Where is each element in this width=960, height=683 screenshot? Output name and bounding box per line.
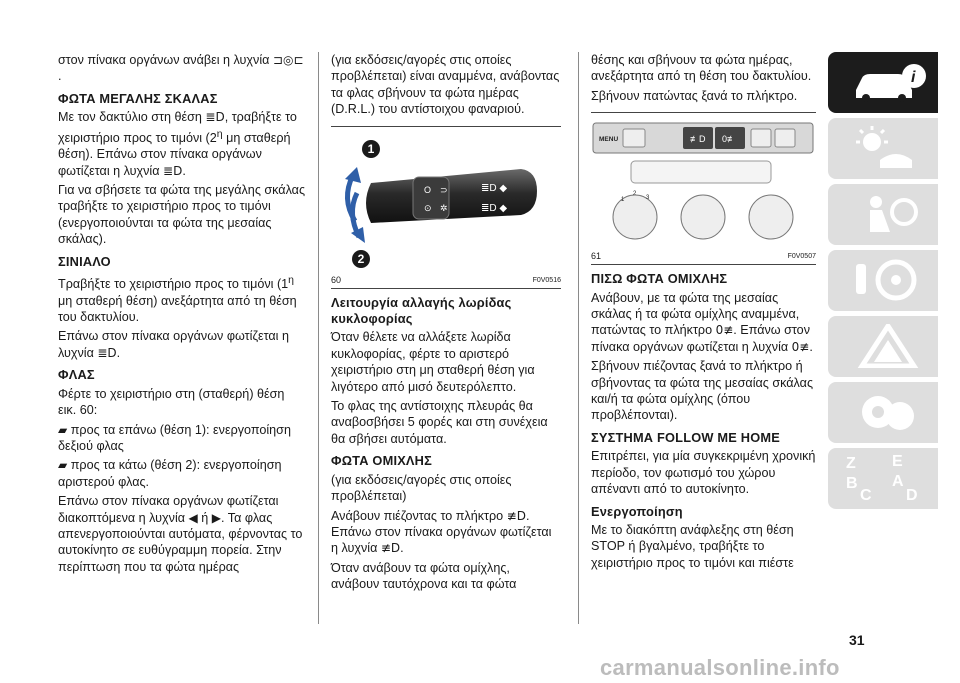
- fog-lights-paragraph-3: Όταν ανάβουν τα φώτα ομίχλης, ανάβουν ταυτόχρονα και τα φώτα: [331, 560, 517, 592]
- ring-off-symbol: O: [424, 184, 432, 195]
- arrow-up-head: [345, 167, 361, 183]
- svg-text:i: i: [911, 69, 916, 86]
- rear-fog-heading: ΠΙΣΩ ΦΩΤΑ ΟΜΙΧΛΗΣ: [591, 271, 728, 287]
- indicator-paragraph-2: ▰ προς τα επάνω (θέση 1): ενεργοποίηση δεξιού φλας: [58, 422, 291, 453]
- lane-change-heading: Λειτουργία αλλαγής λωρίδας κυκλοφορίας: [331, 294, 512, 327]
- intro-paragraph: στον πίνακα οργάνων ανάβει η λυχνία ⊐◎⊏.: [58, 53, 304, 84]
- indicator-paragraph-3: ▰ προς τα κάτω (θέση 2): ενεργοποίηση αριστερού φλας.: [58, 458, 282, 489]
- index-letter-e: E: [892, 453, 903, 470]
- activation-paragraph: Με το διακόπτη ανάφλεξης στη θέση STOP ή βγαλμένο, τραβήξτε το χειριστήριο προς το τιμόνι και πιέστε: [591, 522, 794, 570]
- fog-lights-paragraph-1: (για εκδόσεις/αγορές στις οποίες προβλέπεται): [331, 472, 512, 504]
- fan-dial-number-3: 3: [646, 195, 650, 202]
- heated-mirror-button: [775, 129, 795, 147]
- distribution-dial: [749, 195, 793, 239]
- heated-rear-button: [751, 129, 771, 147]
- tab-dashboard-lights[interactable]: [828, 118, 938, 179]
- flash-paragraph-1: Τραβήξτε το χειριστήριο προς το τιμόνι ($1^\eta$ μη σταθερή θέση) ανεξάρτητα από τη θέση του δακτυλίου.: [58, 274, 297, 325]
- low-beam-icon: ⊐◎⊏: [272, 53, 304, 67]
- tab-vehicle-info[interactable]: [828, 52, 938, 113]
- flash-paragraph-2: Επάνω στον πίνακα οργάνων φωτίζεται η λυχνία ≣D.: [58, 329, 289, 360]
- figure-bottom-rule: [591, 264, 816, 265]
- text-column-2: [331, 52, 561, 596]
- index-letter-c: C: [860, 487, 872, 502]
- indicator-paragraph-4: Επάνω στον πίνακα οργάνων φωτίζεται διακοπτόμενα η λυχνία ◀ ή ▶. Τα φλας απενεργοποιούνται αυτόματα, φέρνοντας το αυτοκίνητο σε ευθύγραμμη πορεία. Στην περίπτωση που τα φώτα ημέρας: [58, 494, 303, 574]
- stalk-illustration: [331, 133, 559, 273]
- high-beam-heading: ΦΩΤΑ ΜΕΓΑΛΗΣ ΣΚΑΛΑΣ: [58, 90, 218, 106]
- rear-fog-paragraph-1: Ανάβουν, με τα φώτα της μεσαίας σκάλας ή τα φώτα ομίχλης αναμμένα, πατώντας το πλήκτρο 0≢. Επάνω στον πίνακα οργάνων φωτίζεται η λυχνία 0≢.: [591, 290, 813, 354]
- figure-top-rule: [591, 112, 816, 113]
- tab-safety[interactable]: [828, 184, 938, 245]
- fog-lights-paragraph-2: Ανάβουν πιέζοντας το πλήκτρο ≢D. Επάνω στον πίνακα οργάνων φωτίζεται η λυχνία ≢D.: [331, 508, 552, 556]
- stalk-flash-symbol: ≣D ◆: [481, 202, 508, 214]
- fan-dial: [613, 195, 657, 239]
- high-beam-icon: ≣D: [163, 163, 183, 178]
- tab-starting-driving[interactable]: [828, 250, 938, 311]
- follow-me-home-paragraph: Επιτρέπει, για μία συγκεκριμένη χρονική περίοδο, τον φωτισμό του χώρου απέναντι από το αυτοκίνητο.: [591, 449, 816, 497]
- car-info-icon: [850, 60, 930, 104]
- index-letters-icon: [842, 452, 926, 502]
- front-fog-button-icon: ≢D: [690, 134, 706, 145]
- vent-panel: [631, 161, 771, 183]
- menu-button-label: MENU: [599, 136, 619, 144]
- warning-triangle-icon: [850, 324, 930, 368]
- chapter-tabs: [828, 52, 938, 514]
- high-beam-paragraph-2: Για να σβήσετε τα φώτα της μεγάλης σκάλας τραβήξτε το χειριστήριο προς το τιμόνι (ενεργοποιούνται τα φώτα της μεσαίας σκάλας).: [58, 183, 306, 247]
- low-beam-icon: ≣D: [205, 110, 225, 125]
- rear-fog-icon: 0≢: [791, 339, 810, 354]
- figure-61-caption: 61 F0V0507: [591, 251, 816, 262]
- stalk-body: [366, 169, 537, 223]
- airbag-seat-icon: [850, 192, 930, 236]
- bullet-square-icon: ▰: [58, 458, 68, 473]
- column-divider: [318, 52, 319, 624]
- fog-lights-heading: ΦΩΤΑ ΟΜΙΧΛΗΣ: [331, 453, 432, 469]
- high-beam-paragraph-1: Με τον δακτύλιο στη θέση ≣D, τραβήξτε το χειριστήριο προς το τιμόνι ($2^\eta$ μη σταθερή θέση). Επάνω στον πίνακα οργάνων φωτίζεται η λυχνία ≣D.: [58, 110, 297, 178]
- watermark: carmanualsonline.info: [600, 655, 840, 680]
- high-beam-icon: ≣D: [97, 345, 117, 360]
- fan-dial-number-1: 1: [621, 197, 625, 204]
- fog-off-paragraph: Σβήνουν πατώντας ξανά το πλήκτρο.: [591, 88, 798, 103]
- rear-fog-button-icon: 0≢: [722, 134, 737, 145]
- figure-top-rule: [331, 126, 561, 127]
- figure-61: [591, 119, 815, 249]
- ring-low-beam-symbol: ✲: [440, 202, 448, 213]
- lane-change-paragraph-2: Το φλας της αντίστοιχης πλευράς θα αναβοσβήσει 5 φορές και στη συνέχεια θα σβήσει αυτόματα.: [331, 399, 548, 446]
- indicator-paragraph-1: Φέρτε το χειριστήριο στη (σταθερή) θέση εικ. 60:: [58, 386, 285, 418]
- bullet-square-icon: ▰: [58, 422, 68, 437]
- rear-fog-paragraph-2: Σβήνουν πιέζοντας ξανά το πλήκτρο ή σβήνοντας τα φώτα της μεσαίας σκάλας και/ή τα φώτα ομίχλης (όπου προβλέπονται).: [591, 359, 814, 423]
- column-divider: [578, 52, 579, 624]
- right-arrow-icon: ▶: [211, 510, 222, 525]
- temperature-dial: [681, 195, 725, 239]
- text-column-1: [58, 52, 306, 578]
- figure-bottom-rule: [331, 288, 561, 289]
- follow-me-home-heading: ΣΥΣΤΗΜΑ FOLLOW ME HOME: [591, 429, 780, 445]
- ring-parking-symbol: ⊃: [440, 184, 448, 195]
- dashboard-illustration: [591, 119, 815, 249]
- rear-fog-icon: 0≢: [715, 323, 734, 338]
- tab-emergency[interactable]: [828, 316, 938, 377]
- front-fog-icon: ≢D: [506, 508, 526, 523]
- left-arrow-icon: ◀: [188, 510, 198, 525]
- index-letter-a: A: [892, 473, 904, 490]
- position-lights-paragraph: θέσης και σβήνουν τα φώτα ημέρας, ανεξάρτητα από τη θέση του δακτυλίου.: [591, 53, 812, 84]
- figure-60-caption: 60 F0V0516: [331, 274, 561, 285]
- ring-auto-symbol: ⊙: [424, 202, 432, 213]
- index-letter-b: B: [846, 475, 858, 492]
- index-letter-d: D: [906, 487, 918, 502]
- front-fog-icon: ≢D: [380, 541, 401, 556]
- indicator-heading: ΦΛΑΣ: [58, 367, 95, 383]
- index-letter-z: Z: [846, 455, 856, 472]
- tab-index[interactable]: [828, 448, 938, 509]
- fan-dial-number-2: 2: [633, 191, 637, 198]
- dashboard-lights-icon: [850, 126, 930, 170]
- callout-2-label: 2: [357, 251, 365, 266]
- tab-maintenance[interactable]: [828, 382, 938, 443]
- stalk-high-beam-symbol: ≣D ◆: [481, 182, 508, 194]
- steering-wheel-icon: [850, 258, 930, 302]
- page-number: 31: [849, 632, 865, 648]
- activation-heading: Ενεργοποίηση: [591, 503, 683, 519]
- flash-heading: ΣΙΝΙΑΛΟ: [58, 253, 111, 269]
- drl-continuation-paragraph: (για εκδόσεις/αγορές στις οποίες προβλέπεται) είναι αναμμένα, ανάβοντας τα φλας σβήνουν τα φώτα ημέρας (D.R.L.) του αντίστοιχου φαναριού.: [331, 53, 560, 117]
- callout-1-label: 1: [367, 141, 375, 156]
- figure-60: [331, 133, 559, 273]
- tools-icon: [850, 390, 930, 434]
- lane-change-paragraph-1: Όταν θέλετε να αλλάξετε λωρίδα κυκλοφορίας, φέρτε το αριστερό χειριστήριο στη μη σταθερή θέση για λιγότερο από μισό δευτερόλεπτο.: [331, 330, 535, 394]
- text-column-3: [591, 52, 816, 574]
- trip-button: [623, 129, 645, 147]
